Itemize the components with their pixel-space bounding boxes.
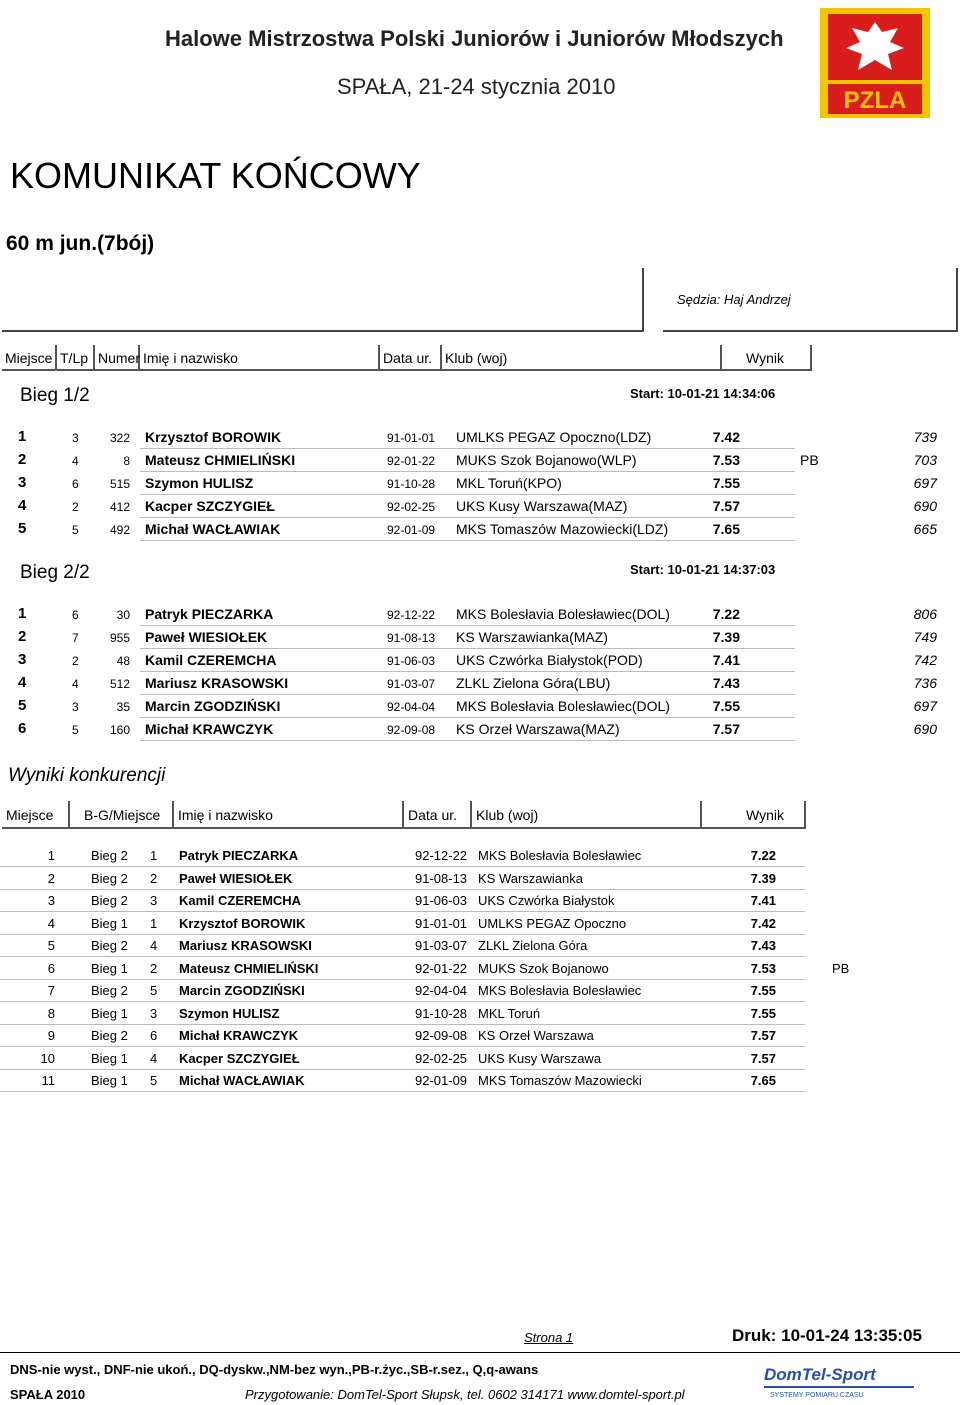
col-wynik: Wynik — [722, 345, 812, 371]
heat-place: 3 — [150, 893, 158, 908]
points: 690 — [913, 498, 937, 514]
col-data: Data ur. — [380, 345, 442, 371]
club: UKS Kusy Warszawa — [478, 1050, 602, 1066]
heat: Bieg 1 — [91, 960, 128, 976]
row-divider — [140, 717, 795, 718]
result: 7.65 — [712, 521, 740, 537]
table-row — [0, 1003, 960, 1025]
heat: Bieg 1 — [91, 1073, 128, 1088]
heat: Bieg 1 — [91, 1005, 128, 1021]
col-numer: Numer — [95, 345, 140, 371]
result: 7.57 — [712, 498, 740, 514]
lane: 6 — [72, 608, 79, 622]
result: 7.53 — [712, 452, 740, 468]
club: MKL Toruń(KPO) — [456, 475, 562, 491]
birth-date: 92-02-25 — [415, 1050, 468, 1066]
club: UMLKS PEGAZ Opoczno — [478, 915, 627, 931]
table-row — [0, 958, 960, 980]
bib-number: 8 — [123, 454, 130, 468]
footer-divider — [0, 1352, 960, 1353]
result: 7.57 — [750, 1028, 776, 1043]
sum-col-miejsce: Miejsce — [2, 801, 70, 829]
athlete-name: Paweł WIESIOŁEK — [145, 629, 268, 645]
heat-place: 5 — [150, 983, 158, 998]
lane: 4 — [72, 454, 79, 468]
place: 3 — [18, 651, 27, 668]
athlete-name: Mateusz CHMIELIŃSKI — [145, 452, 296, 468]
points: 739 — [913, 429, 937, 445]
heat-place: 1 — [150, 848, 158, 863]
points: 806 — [913, 606, 937, 622]
place: 5 — [47, 938, 55, 953]
heat: Bieg 2 — [91, 1028, 128, 1043]
row-divider — [140, 740, 795, 741]
athlete-name: Marcin ZGODZIŃSKI — [145, 698, 281, 714]
place: 2 — [18, 451, 27, 468]
lane: 2 — [72, 500, 79, 514]
lane: 3 — [72, 700, 79, 714]
place: 5 — [18, 697, 27, 714]
meet-title: Halowe Mistrzostwa Polski Juniorów i Juniorów Młodszych — [165, 26, 784, 51]
club: MKS Tomaszów Mazowiecki(LDZ) — [456, 521, 669, 537]
result: 7.53 — [750, 960, 776, 976]
table-row — [0, 719, 960, 742]
athlete-name: Kacper SZCZYGIEŁ — [145, 498, 275, 514]
club: KS Warszawianka — [478, 870, 583, 886]
heat-start: Start: 10-01-21 14:34:06 — [630, 386, 776, 401]
table-row — [0, 890, 960, 912]
row-divider — [140, 540, 795, 541]
athlete-name: Kamil CZEREMCHA — [145, 652, 277, 668]
athlete-name: Krzysztof BOROWIK — [179, 915, 306, 931]
table-row — [0, 980, 960, 1002]
heat: Bieg 2 — [91, 938, 128, 953]
club: MKS Bolesłavia Bolesławiec — [478, 983, 642, 998]
result-note: PB — [800, 452, 819, 468]
sum-col-klub: Klub (woj) — [472, 801, 702, 829]
club: MKL Toruń — [478, 1005, 541, 1021]
result: 7.39 — [750, 870, 776, 886]
club: KS Orzeł Warszawa — [478, 1028, 594, 1043]
result: 7.43 — [712, 675, 740, 691]
result: 7.41 — [712, 652, 740, 668]
athlete-name: Patryk PIECZARKA — [145, 606, 274, 622]
athlete-name: Michał KRAWCZYK — [145, 721, 274, 737]
domtel-brand: DomTel-Sport — [764, 1365, 876, 1384]
points: 690 — [913, 721, 937, 737]
birth-date: 91-10-28 — [415, 1005, 468, 1021]
lane: 5 — [72, 523, 79, 537]
points: 703 — [913, 452, 937, 468]
place: 4 — [47, 915, 55, 931]
bib-number: 412 — [109, 500, 130, 514]
birth-date: 91-08-13 — [415, 870, 468, 886]
club: MUKS Szok Bojanowo(WLP) — [456, 452, 637, 468]
col-imie: Imię i nazwisko — [140, 345, 380, 371]
birth-date: 91-03-07 — [415, 938, 468, 953]
result: 7.42 — [750, 915, 776, 931]
athlete-name: Marcin ZGODZIŃSKI — [179, 983, 305, 998]
athlete-name: Szymon HULISZ — [179, 1005, 280, 1021]
page-number: Strona 1 — [524, 1330, 574, 1345]
row-divider — [140, 625, 795, 626]
club: UMLKS PEGAZ Opoczno(LDZ) — [456, 429, 652, 445]
place: 1 — [47, 848, 55, 863]
bib-number: 322 — [109, 431, 130, 445]
club: UKS Kusy Warszawa(MAZ) — [456, 498, 628, 514]
table-row — [0, 519, 960, 542]
domtel-logo — [760, 1360, 930, 1400]
heat: Bieg 1 — [91, 915, 128, 931]
place: 3 — [18, 474, 27, 491]
birth-date: 92-09-08 — [415, 1028, 468, 1043]
club: ZLKL Zielona Góra(LBU) — [456, 675, 611, 691]
club: UKS Czwórka Białystok(POD) — [456, 652, 643, 668]
table-row — [0, 913, 960, 935]
heat-place: 2 — [150, 870, 158, 886]
table-row — [0, 450, 960, 473]
col-klub: Klub (woj) — [442, 345, 722, 371]
place: 9 — [47, 1028, 55, 1043]
lane: 4 — [72, 677, 79, 691]
birth-date: 92-09-08 — [387, 723, 436, 737]
result: 7.41 — [750, 893, 776, 908]
club: KS Orzeł Warszawa(MAZ) — [456, 721, 620, 737]
bib-number: 515 — [109, 477, 130, 491]
heat-start: Start: 10-01-21 14:37:03 — [630, 562, 776, 577]
heat: Bieg 2 — [91, 893, 128, 908]
table-row — [0, 627, 960, 650]
sum-col-bg: B-G/Miejsce — [70, 801, 174, 829]
place: 4 — [18, 674, 27, 691]
place: 2 — [47, 870, 55, 886]
bib-number: 955 — [109, 631, 130, 645]
logo-text: PZLA — [843, 87, 907, 114]
athlete-name: Kamil CZEREMCHA — [179, 893, 302, 908]
lane: 5 — [72, 723, 79, 737]
birth-date: 91-06-03 — [387, 654, 436, 668]
table-row — [0, 1070, 960, 1092]
abbrev-legend: DNS-nie wyst., DNF-nie ukoń., DQ-dyskw.,NM-bez wyn.,PB-r.życ.,SB-r.sez., Q,q-awans — [10, 1362, 539, 1377]
sum-col-wynik: Wynik — [702, 801, 806, 829]
table-row — [0, 650, 960, 673]
info-box-left — [2, 268, 644, 332]
birth-date: 92-04-04 — [387, 700, 436, 714]
table-row — [0, 868, 960, 890]
row-divider — [140, 471, 795, 472]
birth-date: 92-12-22 — [415, 848, 468, 863]
heat-place: 6 — [150, 1028, 158, 1043]
athlete-name: Mariusz KRASOWSKI — [179, 938, 312, 953]
result: 7.57 — [712, 721, 740, 737]
result: 7.42 — [712, 429, 740, 445]
heat: Bieg 2 — [91, 870, 128, 886]
place: 10 — [40, 1050, 55, 1066]
club: MKS Bolesłavia Bolesławiec(DOL) — [456, 698, 670, 714]
heat: Bieg 2 — [91, 848, 128, 863]
table-row — [0, 496, 960, 519]
result: 7.22 — [750, 848, 776, 863]
print-date: Druk: 10-01-24 13:35:05 — [732, 1326, 922, 1345]
place: 8 — [47, 1005, 55, 1021]
place: 6 — [47, 960, 55, 976]
birth-date: 91-08-13 — [387, 631, 436, 645]
place: 2 — [18, 628, 27, 645]
bib-number: 492 — [109, 523, 130, 537]
club: MUKS Szok Bojanowo — [478, 960, 609, 976]
result-note: PB — [832, 960, 850, 976]
place: 3 — [47, 893, 55, 908]
athlete-name: Michał WACŁAWIAK — [145, 521, 281, 537]
judge-label: Sędzia: Haj Andrzej — [677, 292, 791, 307]
points: 665 — [913, 521, 937, 537]
club: MKS Bolesłavia Bolesławiec — [478, 848, 642, 863]
athlete-name: Michał KRAWCZYK — [179, 1028, 299, 1043]
event-name: 60 m jun.(7bój) — [6, 232, 155, 255]
result: 7.65 — [750, 1073, 776, 1088]
row-divider — [140, 494, 795, 495]
table-row — [0, 604, 960, 627]
row-divider — [140, 448, 795, 449]
sum-col-data: Data ur. — [404, 801, 472, 829]
row-divider — [0, 1091, 805, 1092]
club: MKS Tomaszów Mazowiecki — [478, 1073, 642, 1088]
birth-date: 92-01-22 — [415, 960, 468, 976]
summary-title: Wyniki konkurencji — [8, 765, 166, 786]
lane: 2 — [72, 654, 79, 668]
club: ZLKL Zielona Góra — [478, 938, 588, 953]
domtel-tagline: SYSTEMY POMIARU CZASU — [770, 1392, 864, 1399]
birth-date: 92-01-09 — [387, 523, 436, 537]
heat-title: Bieg 1/2 — [20, 385, 90, 406]
heat-place: 2 — [150, 960, 158, 976]
bib-number: 35 — [116, 700, 130, 714]
result: 7.55 — [750, 983, 776, 998]
birth-date: 92-01-09 — [415, 1073, 468, 1088]
club: KS Warszawianka(MAZ) — [456, 629, 608, 645]
heat-place: 5 — [150, 1073, 158, 1088]
result: 7.43 — [750, 938, 776, 953]
bib-number: 30 — [116, 608, 130, 622]
result: 7.22 — [712, 606, 740, 622]
birth-date: 91-01-01 — [415, 915, 468, 931]
heat-place: 1 — [150, 915, 158, 931]
athlete-name: Michał WACŁAWIAK — [179, 1073, 305, 1088]
place: 11 — [41, 1073, 55, 1088]
table-row — [0, 1025, 960, 1047]
athlete-name: Krzysztof BOROWIK — [145, 429, 282, 445]
result: 7.57 — [750, 1050, 776, 1066]
place: 1 — [18, 605, 27, 622]
row-divider — [140, 648, 795, 649]
heat-place: 4 — [150, 1050, 158, 1066]
points: 697 — [913, 698, 937, 714]
points: 697 — [913, 475, 937, 491]
place: 5 — [18, 520, 27, 537]
athlete-name: Mariusz KRASOWSKI — [145, 675, 289, 691]
result: 7.55 — [712, 698, 740, 714]
club: MKS Bolesłavia Bolesławiec(DOL) — [456, 606, 670, 622]
table-row — [0, 473, 960, 496]
meet-subtitle: SPAŁA, 21-24 stycznia 2010 — [337, 74, 616, 99]
prepared-by: Przygotowanie: DomTel-Sport Słupsk, tel. 0602 314171 www.domtel-sport.pl — [245, 1387, 685, 1402]
heat-place: 4 — [150, 938, 158, 953]
heat-title: Bieg 2/2 — [20, 562, 90, 583]
bib-number: 160 — [109, 723, 130, 737]
birth-date: 91-01-01 — [387, 431, 436, 445]
table-row — [0, 1048, 960, 1070]
report-title: KOMUNIKAT KOŃCOWY — [10, 155, 421, 196]
result: 7.55 — [750, 1005, 776, 1021]
heat: Bieg 1 — [91, 1050, 128, 1066]
row-divider — [140, 671, 795, 672]
birth-date: 91-03-07 — [387, 677, 436, 691]
result: 7.39 — [712, 629, 740, 645]
athlete-name: Szymon HULISZ — [145, 475, 254, 491]
sum-col-imie: Imię i nazwisko — [174, 801, 404, 829]
points: 749 — [913, 629, 937, 645]
club: UKS Czwórka Białystok — [478, 893, 615, 908]
athlete-name: Paweł WIESIOŁEK — [179, 870, 293, 886]
birth-date: 92-12-22 — [387, 608, 436, 622]
place: 7 — [47, 983, 55, 998]
table-row — [0, 427, 960, 450]
points: 736 — [913, 675, 937, 691]
table-row — [0, 935, 960, 957]
row-divider — [140, 694, 795, 695]
birth-date: 92-02-25 — [387, 500, 436, 514]
birth-date: 91-06-03 — [415, 893, 468, 908]
table-row — [0, 673, 960, 696]
heat: Bieg 2 — [91, 983, 128, 998]
athlete-name: Patryk PIECZARKA — [179, 848, 299, 863]
athlete-name: Mateusz CHMIELIŃSKI — [179, 960, 319, 976]
points: 742 — [913, 652, 937, 668]
venue-label: SPAŁA 2010 — [10, 1387, 86, 1402]
pzla-logo — [820, 8, 930, 118]
row-divider — [140, 517, 795, 518]
bib-number: 512 — [109, 677, 130, 691]
birth-date: 91-10-28 — [387, 477, 436, 491]
athlete-name: Kacper SZCZYGIEŁ — [179, 1050, 300, 1066]
col-miejsce: Miejsce — [2, 345, 57, 371]
lane: 3 — [72, 431, 79, 445]
bib-number: 48 — [116, 654, 130, 668]
lane: 7 — [72, 631, 79, 645]
place: 4 — [18, 497, 27, 514]
birth-date: 92-04-04 — [415, 983, 468, 998]
col-tlp: T/Lp — [57, 345, 95, 371]
table-row — [0, 696, 960, 719]
place: 1 — [18, 428, 27, 445]
birth-date: 92-01-22 — [387, 454, 436, 468]
lane: 6 — [72, 477, 79, 491]
result: 7.55 — [712, 475, 740, 491]
place: 6 — [18, 720, 27, 737]
table-row — [0, 845, 960, 867]
heat-place: 3 — [150, 1005, 158, 1021]
